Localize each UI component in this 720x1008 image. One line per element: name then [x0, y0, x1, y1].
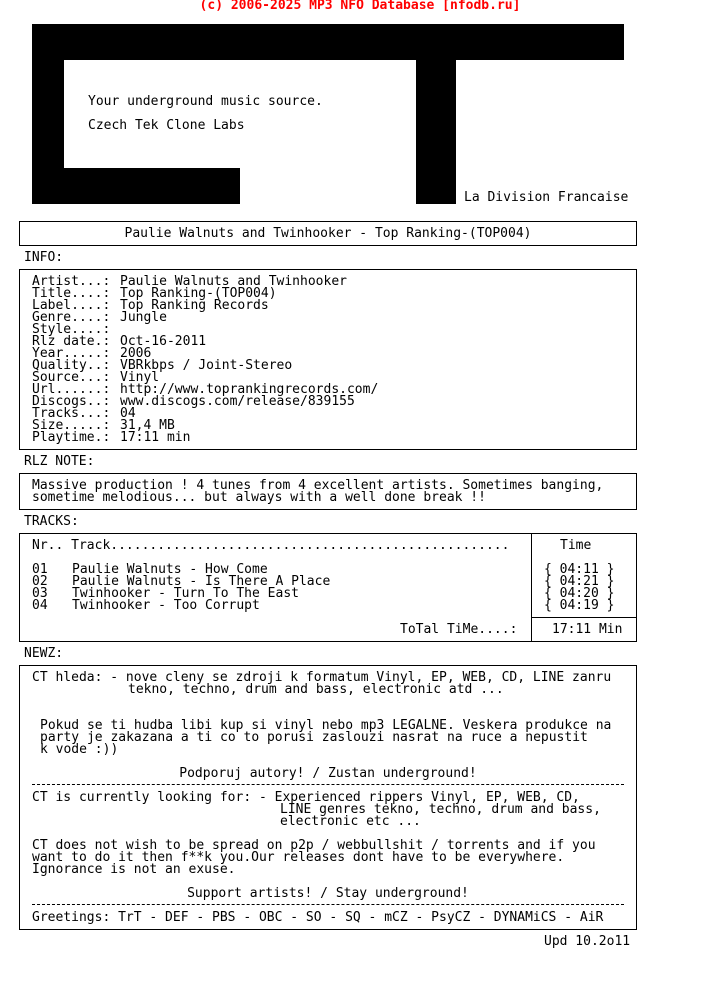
newz-divider: [32, 784, 624, 785]
logo-division: La Division Francaise: [464, 190, 629, 205]
info-value: 17:11 min: [120, 430, 191, 445]
newz-box: [19, 665, 637, 930]
track-time: { 04:11 }: [544, 562, 615, 577]
info-value: Paulie Walnuts and Twinhooker: [120, 274, 347, 289]
newz-ct-hleda: CT hleda: - nove cleny se zdroji k formatum Vinyl, EP, WEB, CD, LINE zanru: [32, 670, 612, 685]
tracks-heading: TRACKS:: [24, 514, 79, 529]
track-time: { 04:21 }: [544, 574, 615, 589]
track-number: 02: [32, 574, 48, 589]
info-key: Size.....:: [32, 418, 111, 433]
info-key: Artist...:: [32, 274, 111, 289]
tracks-header: Nr.. Track...................................................: [32, 538, 510, 553]
newz-ct-hleda-cont: tekno, techno, drum and bass, electronic atd ...: [128, 682, 504, 697]
total-time-label: ToTal TiMe....:: [400, 622, 518, 637]
release-title-box: [19, 221, 637, 246]
info-value: Jungle: [120, 310, 167, 325]
tracks-box: [19, 533, 637, 642]
track-number: 04: [32, 598, 48, 613]
updated-date: Upd 10.2o11: [544, 934, 631, 949]
info-key: Genre....:: [32, 310, 111, 325]
rlz-note-line: Massive production ! 4 tunes from 4 excellent artists. Sometimes banging,: [32, 478, 604, 493]
newz-looking-cont: LINE genres tekno, techno, drum and bass,: [280, 802, 601, 817]
track-time: { 04:19 }: [544, 598, 615, 613]
newz-pokud-cont: party je zakazana a ti co to porusi zaslouzi nasrat na ruce a nepustit: [40, 730, 588, 745]
info-key: Url......:: [32, 382, 111, 397]
release-title: Paulie Walnuts and Twinhooker - Top Ranking-(TOP004): [124, 226, 532, 241]
newz-support: Support artists! / Stay underground!: [187, 886, 469, 901]
info-value: Vinyl: [120, 370, 160, 385]
newz-pokud-cont: k vode :)): [40, 742, 119, 757]
track-title: Twinhooker - Turn To The East: [72, 586, 299, 601]
track-number: 01: [32, 562, 48, 577]
track-title: Paulie Walnuts - How Come: [72, 562, 268, 577]
track-number: 03: [32, 586, 48, 601]
logo-tagline: Your underground music source.: [88, 94, 323, 109]
newz-podporuj: Podporuj autory! / Zustan underground!: [179, 766, 477, 781]
newz-divider: [32, 904, 624, 905]
info-value: Oct-16-2011: [120, 334, 207, 349]
info-key: Style....:: [32, 322, 111, 337]
info-heading: INFO:: [24, 250, 64, 265]
info-key: Source...:: [32, 370, 111, 385]
newz-looking: CT is currently looking for: - Experienced rippers Vinyl, EP, WEB, CD,: [32, 790, 580, 805]
rlz-note-heading: RLZ NOTE:: [24, 454, 95, 469]
track-title: Twinhooker - Too Corrupt: [72, 598, 260, 613]
newz-p2p-cont: want to do it then f**k you.Our releases dont have to be everywhere.: [32, 850, 565, 865]
info-key: Rlz date.:: [32, 334, 111, 349]
info-key: Year.....:: [32, 346, 111, 361]
rlz-note-box: [19, 473, 637, 510]
track-title: Paulie Walnuts - Is There A Place: [72, 574, 331, 589]
info-value: www.discogs.com/release/839155: [120, 394, 355, 409]
newz-pokud: Pokud se ti hudba libi kup si vinyl nebo mp3 LEGALNE. Veskera produkce na: [40, 718, 612, 733]
rlz-note-line: sometime melodious... but always with a well done break !!: [32, 490, 486, 505]
newz-p2p: CT does not wish to be spread on p2p / webbullshit / torrents and if you: [32, 838, 596, 853]
info-value: 2006: [120, 346, 152, 361]
info-key: Quality..:: [32, 358, 111, 373]
tracks-time-header: Time: [560, 538, 592, 553]
info-value: http://www.toprankingrecords.com/: [120, 382, 379, 397]
info-value: VBRkbps / Joint-Stereo: [120, 358, 293, 373]
info-key: Label....:: [32, 298, 111, 313]
info-value: 31,4 MB: [120, 418, 175, 433]
info-key: Tracks...:: [32, 406, 111, 421]
info-row: [32, 430, 191, 445]
logo-label-name: Czech Tek Clone Labs: [88, 118, 245, 133]
copyright-notice: (c) 2006-2025 MP3 NFO Database [nfodb.ru]: [199, 0, 521, 13]
info-value: 04: [120, 406, 136, 421]
total-time-value: 17:11 Min: [552, 622, 623, 637]
newz-p2p-cont: Ignorance is not an exuse.: [32, 862, 236, 877]
info-key: Discogs..:: [32, 394, 111, 409]
newz-heading: NEWZ:: [24, 646, 64, 661]
info-key: Playtime.:: [32, 430, 111, 445]
newz-greetings: Greetings: TrT - DEF - PBS - OBC - SO - SQ - mCZ - PsyCZ - DYNAMiCS - AiR: [32, 910, 604, 925]
info-box: [19, 269, 637, 450]
newz-looking-cont: electronic etc ...: [280, 814, 421, 829]
track-time: { 04:20 }: [544, 586, 615, 601]
info-value: Top Ranking-(TOP004): [120, 286, 277, 301]
info-value: Top Ranking Records: [120, 298, 269, 313]
info-key: Title....:: [32, 286, 111, 301]
